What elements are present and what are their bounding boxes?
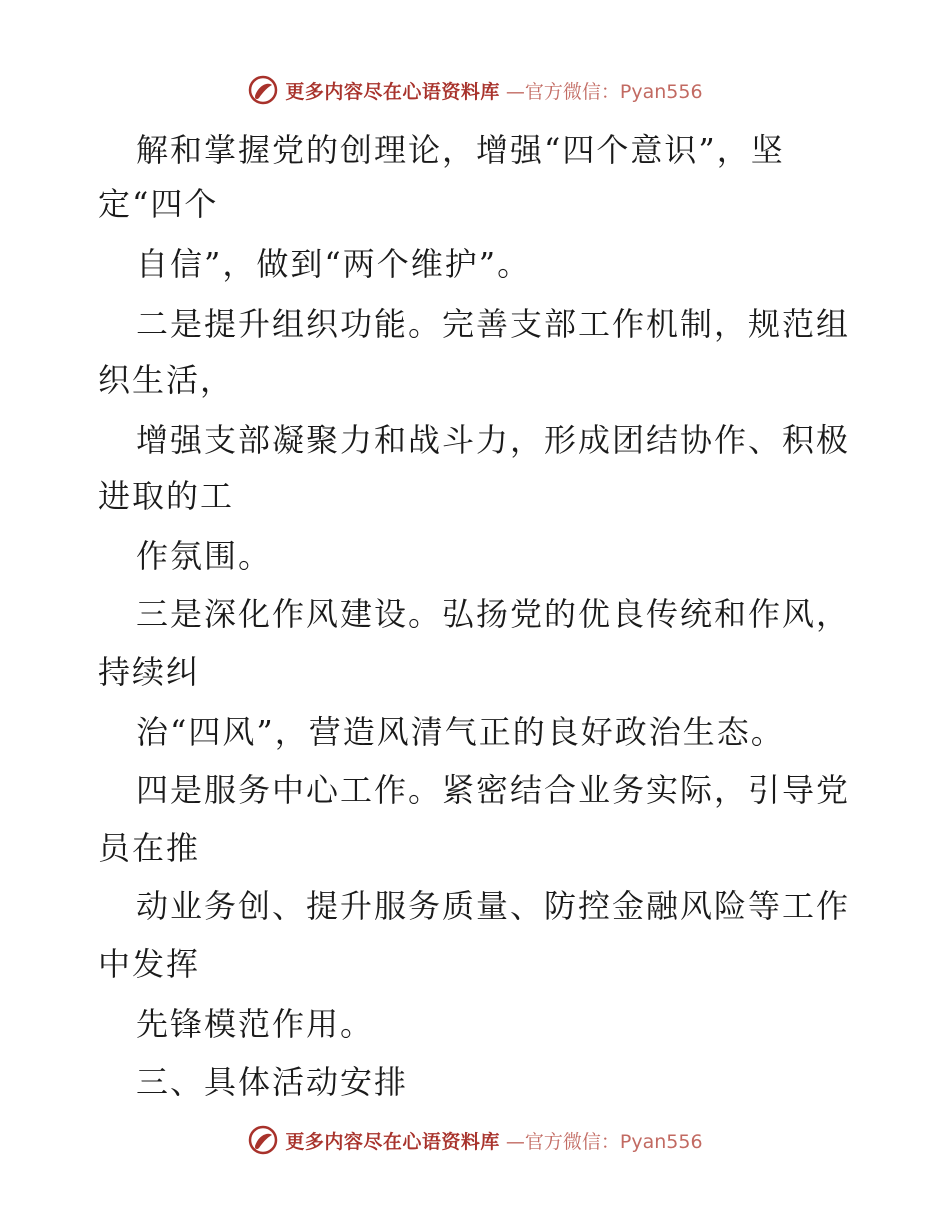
text-line: 治“四风”，营造风清气正的良好政治生态。 (136, 713, 785, 751)
text-line: 增强支部凝聚力和战斗力，形成团结协作、积极 (136, 421, 851, 459)
pen-nib-swirl-icon (247, 74, 279, 106)
text-line: 织生活， (98, 361, 235, 399)
text-line: 二是提升组织功能。完善支部工作机制，规范组 (136, 305, 851, 343)
pen-nib-swirl-icon (247, 1124, 279, 1156)
footer-banner-inner (247, 1124, 702, 1156)
header-banner-inner (247, 74, 702, 106)
text-line: 先锋模范作用。 (136, 1005, 375, 1043)
text-line: 中发挥 (98, 945, 201, 983)
text-line: 员在推 (98, 829, 201, 867)
banner-sub-text: —官方微信：Pyan556 (505, 80, 703, 103)
banner-sub-text: —官方微信：Pyan556 (505, 1130, 703, 1153)
text-line: 作氛围。 (136, 537, 273, 575)
header-banner (0, 70, 950, 110)
text-line: 持续纠 (98, 653, 201, 691)
text-line: 解和掌握党的创理论，增强“四个意识”，坚 (136, 131, 785, 169)
text-line: 定“四个 (98, 185, 219, 223)
banner-main-text: 更多内容尽在心语资料库 (285, 80, 500, 103)
section-heading: 三、具体活动安排 (136, 1063, 409, 1101)
text-line: 进取的工 (98, 477, 235, 515)
text-line: 四是服务中心工作。紧密结合业务实际，引导党 (136, 771, 851, 809)
text-line: 三是深化作风建设。弘扬党的优良传统和作风， (136, 595, 851, 633)
text-line: 动业务创、提升服务质量、防控金融风险等工作 (136, 887, 851, 925)
text-line: 自信”，做到“两个维护”。 (136, 245, 532, 283)
footer-banner (0, 1120, 950, 1160)
banner-main-text: 更多内容尽在心语资料库 (285, 1130, 500, 1153)
